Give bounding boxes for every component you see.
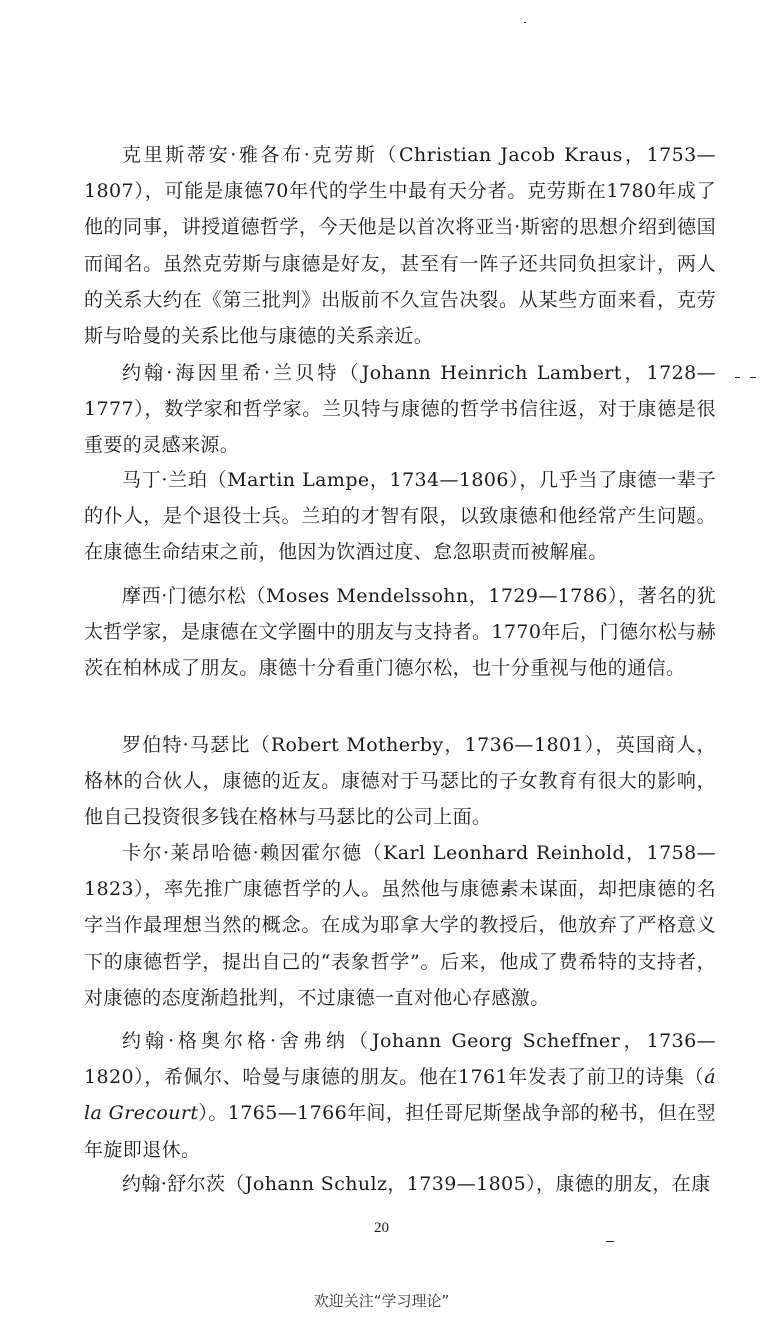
paragraph-scheffner <box>84 1023 716 1168</box>
page-number: 20 <box>374 1220 389 1236</box>
paragraph-lambert: 约翰·海因里希·兰贝特（Johann Heinrich Lambert，1728—1777），数学家和哲学家。兰贝特与康德的哲学书信往返，对于康德是很重要的灵感来源。 <box>84 362 716 457</box>
paragraph-mendelssohn: 摩西·门德尔松（Moses Mendelssohn，1729—1786），著名的犹太哲学家，是康德在文学圈中的朋友与支持者。1770年后，门德尔松与赫茨在柏林成了朋友。康德十分看重门德尔松，也十分重视与他的通信。 <box>84 585 716 680</box>
paragraph-reinhold: 卡尔·莱昂哈德·赖因霍尔德（Karl Leonhard Reinhold，1758—1823），率先推广康德哲学的人。虽然他与康德素未谋面，却把康德的名字当作最理想当然的概念。在成为耶拿大学的教授后，他放弃了严格意义下的康德哲学，提出自己的“表象哲学”。后来，他成了费希特的支持者，对康德的态度渐趋批判，不过康德一直对他心存感激。 <box>84 842 716 1009</box>
scan-speck <box>750 377 756 378</box>
paragraph-motherby: 罗伯特·马瑟比（Robert Motherby，1736—1801），英国商人，格林的合伙人，康德的近友。康德对于马瑟比的子女教育有很大的影响，他自己投资很多钱在格林与马瑟比的公司上面。 <box>84 734 716 829</box>
scan-speck <box>735 377 740 378</box>
scheffner-text-after: ）。1765—1766年间，担任哥尼斯堡战争部的秘书，但在翌年旋即退休。 <box>84 1102 716 1161</box>
scan-speck <box>524 22 526 23</box>
scheffner-italic-title: á la Grecourt <box>84 1066 716 1125</box>
scan-speck <box>606 1241 614 1242</box>
paragraph-lampe: 马丁·兰珀（Martin Lampe，1734—1806），几乎当了康德一辈子的仆人，是个退役士兵。兰珀的才智有限，以致康德和他经常产生问题。在康德生命结束之前，他因为饮酒过度、怠忽职责而被解雇。 <box>84 469 716 564</box>
paragraph-kraus: 克里斯蒂安·雅各布·克劳斯（Christian Jacob Kraus，1753—1807），可能是康德70年代的学生中最有天分者。克劳斯在1780年成了他的同事，讲授道德哲学，今天他是以首次将亚当·斯密的思想介绍到德国而闻名。虽然克劳斯与康德是好友，甚至有一阵子还共同负担家计，两人的关系大约在《第三批判》出版前不久宣告决裂。从某些方面来看，克劳斯与哈曼的关系比他与康德的关系亲近。 <box>84 144 716 348</box>
footer-caption: 欢迎关注“学习理论” <box>313 1292 450 1310</box>
scheffner-text-before: 约翰·格奥尔格·舍弗纳（Johann Georg Scheffner，1736—1820），希佩尔、哈曼与康德的朋友。他在1761年发表了前卫的诗集（ <box>84 1030 716 1089</box>
paragraph-schulz: 约翰·舒尔茨（Johann Schulz，1739—1805），康德的朋友，在康 <box>122 1173 711 1195</box>
